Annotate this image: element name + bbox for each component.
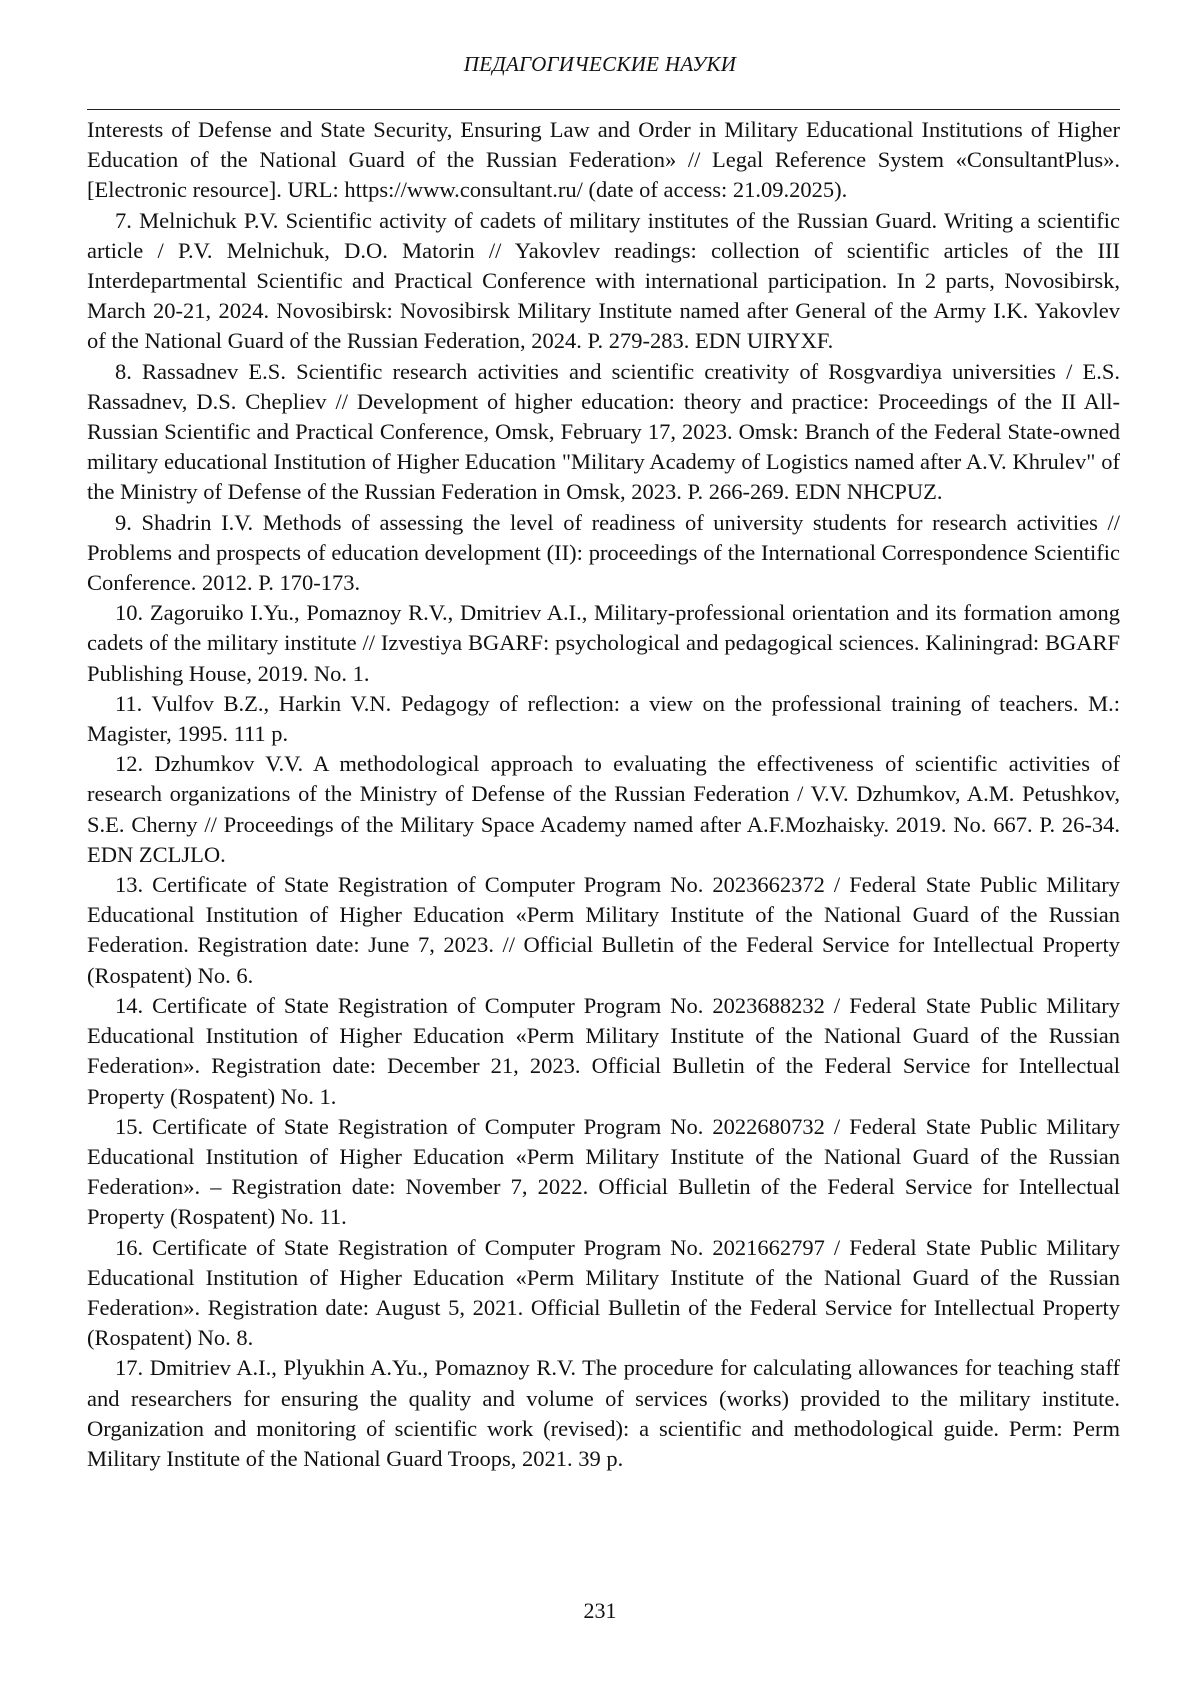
reference-list <box>87 115 1120 1474</box>
reference-item-15: 15. Certificate of State Registration of Computer Program No. 2022680732 / Federal State Public Military Educational Institution of Higher Education «Perm Military Institute of the National Guard of the Russian Federation». – Registration date: November 7, 2022. Official Bulletin of the Federal Service for Intellectual Property (Rospatent) No. 11. <box>87 1113 1120 1230</box>
reference-item-11: 11. Vulfov B.Z., Harkin V.N. Pedagogy of reflection: a view on the professional training of teachers. M.: Magister, 1995. 111 p. <box>87 690 1120 747</box>
reference-item-14: 14. Certificate of State Registration of Computer Program No. 2023688232 / Federal State Public Military Educational Institution of Higher Education «Perm Military Institute of the National Guard of the Russian Federation». Registration date: December 21, 2023. Official Bulletin of the Federal Service for Intellectual Property (Rospatent) No. 1. <box>87 992 1120 1109</box>
reference-item-13: 13. Certificate of State Registration of Computer Program No. 2023662372 / Federal State Public Military Educational Institution of Higher Education «Perm Military Institute of the National Guard of the Russian Federation. Registration date: June 7, 2023. // Official Bulletin of the Federal Service for Intellectual Property (Rospatent) No. 6. <box>87 872 1120 988</box>
reference-item-6-continued: Interests of Defense and State Security, Ensuring Law and Order in Military Educational Institutions of Higher Education of the National Guard of the Russian Federation» // Legal Reference System «ConsultantPlus». [Electronic resource]. URL: https://www.consultant.ru/ (date of access: 21.09.2025). <box>87 117 1120 203</box>
reference-item-17: 17. Dmitriev A.I., Plyukhin A.Yu., Pomaznoy R.V. The procedure for calculating allowances for teaching staff and researchers for ensuring the quality and volume of services (works) provided to the military institute. Organization and monitoring of scientific work (revised): a scientific and methodological guide. Perm: Perm Military Institute of the National Guard Troops, 2021. 39 p. <box>87 1355 1120 1471</box>
reference-item-9: 9. Shadrin I.V. Methods of assessing the level of readiness of university students for research activities // Problems and prospects of education development (II): proceedings of the International Correspondence Scientific Conference. 2012. P. 170-173. <box>87 509 1120 596</box>
reference-item-16: 16. Certificate of State Registration of Computer Program No. 2021662797 / Federal State Public Military Educational Institution of Higher Education «Perm Military Institute of the National Guard of the Russian Federation». Registration date: August 5, 2021. Official Bulletin of the Federal Service for Intellectual Property (Rospatent) No. 8. <box>87 1234 1120 1351</box>
page-number: 231 <box>583 1598 617 1623</box>
reference-item-7: 7. Melnichuk P.V. Scientific activity of cadets of military institutes of the Russian Guard. Writing a scientific article / P.V. Melnichuk, D.O. Matorin // Yakovlev readings: collection of scientific articles of the III Interdepartmental Scientific and Practical Conference with international participation. In 2 parts, Novosibirsk, March 20-21, 2024. Novosibirsk: Novosibirsk Military Institute named after General of the Army I.K. Yakovlev of the National Guard of the Russian Federation, 2024. P. 279-283. EDN UIRYXF. <box>87 207 1120 354</box>
running-head: ПЕДАГОГИЧЕСКИЕ НАУКИ <box>463 52 737 76</box>
reference-item-10: 10. Zagoruiko I.Yu., Pomaznoy R.V., Dmitriev A.I., Military-professional orientation and its formation among cadets of the military institute // Izvestiya BGARF: psychological and pedagogical sciences. Kaliningrad: BGARF Publishing House, 2019. No. 1. <box>87 600 1120 686</box>
reference-item-8: 8. Rassadnev E.S. Scientific research activities and scientific creativity of Rosgvardiya universities / E.S. Rassadnev, D.S. Chepliev // Development of higher education: theory and practice: Proceedings of the II All-Russian Scientific and Practical Conference, Omsk, February 17, 2023. Omsk: Branch of the Federal State-owned military educational Institution of Higher Education "Military Academy of Logistics named after A.V. Khrulev" of the Ministry of Defense of the Russian Federation in Omsk, 2023. P. 266-269. EDN NHCPUZ. <box>87 358 1120 505</box>
header-rule <box>87 109 1120 110</box>
reference-item-12: 12. Dzhumkov V.V. A methodological approach to evaluating the effectiveness of scientific activities of research organizations of the Ministry of Defense of the Russian Federation / V.V. Dzhumkov, A.M. Petushkov, S.E. Cherny // Proceedings of the Military Space Academy named after A.F.Mozhaisky. 2019. No. 667. P. 26-34. EDN ZCLJLO. <box>87 751 1120 867</box>
